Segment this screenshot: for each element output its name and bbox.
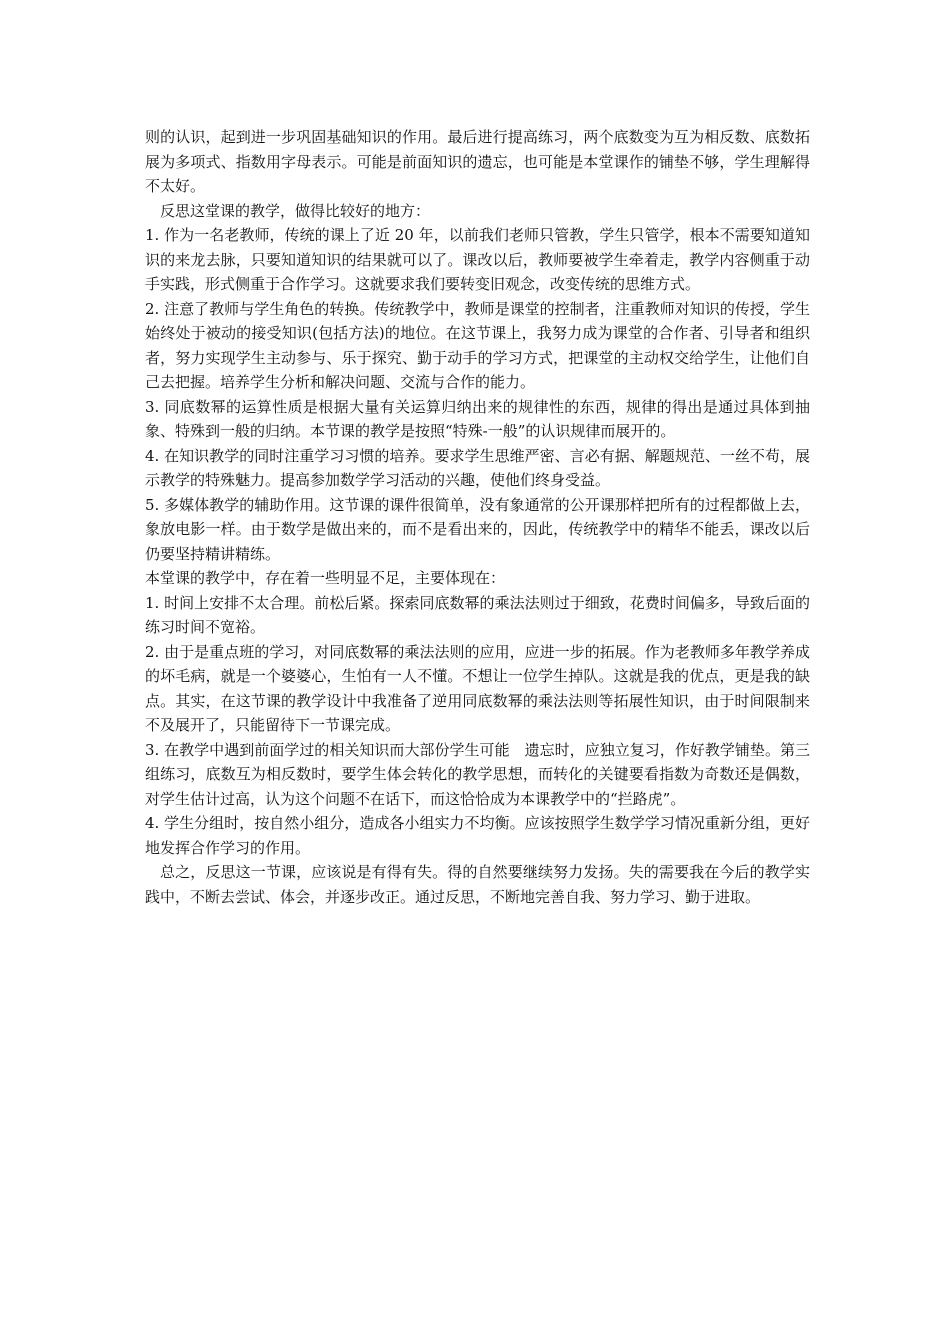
paragraph-shortcoming-2: 2. 由于是重点班的学习，对同底数幂的乘法法则的应用，应进一步的拓展。作为老教师多年教学养成的坏毛病，就是一个婆婆心，生怕有一人不懂。不想让一位学生掉队。这就是我的优点，更是我的缺点。其实，在这节课的教学设计中我准备了逆用同底数幂的乘法法则等拓展性知识，由于时间限制来不及展开了，只能留待下一节课完成。 [145,642,810,734]
paragraph-intro-continuation: 则的认识，起到进一步巩固基础知识的作用。最后进行提高练习，两个底数变为互为相反数、底数拓展为多项式、指数用字母表示。可能是前面知识的遗忘，也可能是本堂课作的铺垫不够，学生理解得不太好。 [145,128,810,195]
document-body [145,125,810,909]
paragraph-conclusion: 总之，反思这一节课，应该说是有得有失。得的自然要继续努力发扬。失的需要我在今后的教学实践中，不断去尝试、体会，并逐步改正。通过反思，不断地完善自我、努力学习、勤于进取。 [145,863,810,906]
paragraph-good-point-3: 3. 同底数幂的运算性质是根据大量有关运算归纳出来的规律性的东西，规律的得出是通过具体到抽象、特殊到一般的归纳。本节课的教学是按照“特殊-一般”的认识规律而展开的。 [145,397,810,440]
paragraph-shortcomings-heading: 本堂课的教学中，存在着一些明显不足，主要体现在： [145,569,506,587]
paragraph-good-point-5: 5. 多媒体教学的辅助作用。这节课的课件很简单，没有象通常的公开课那样把所有的过程都做上去，象放电影一样。由于数学是做出来的，而不是看出来的，因此，传统教学中的精华不能丢，课改以后仍要坚持精讲精练。 [145,495,810,563]
paragraph-shortcoming-1: 1. 时间上安排不太合理。前松后紧。探索同底数幂的乘法法则过于细致，花费时间偏多，导致后面的练习时间不宽裕。 [145,593,810,636]
paragraph-good-point-2: 2. 注意了教师与学生角色的转换。传统教学中，教师是课堂的控制者，注重教师对知识的传授，学生始终处于被动的接受知识(包括方法)的地位。在这节课上，我努力成为课堂的合作者、引导者和组织者，努力实现学生主动参与、乐于探究、勤于动手的学习方式，把课堂的主动权交给学生，让他们自己去把握。培养学生分析和解决问题、交流与合作的能力。 [145,299,810,391]
paragraph-reflection-heading: 反思这堂课的教学，做得比较好的地方： [160,201,431,220]
paragraph-shortcoming-3: 3. 在教学中遇到前面学过的相关知识而大部份学生可能 遗忘时，应独立复习，作好教学铺垫。第三组练习，底数互为相反数时，要学生体会转化的教学思想，而转化的关键要看指数为奇数还是偶数，对学生估计过高，认为这个问题不在话下，而这恰恰成为本课教学中的“拦路虎”。 [145,740,810,808]
paragraph-good-point-4: 4. 在知识教学的同时注重学习习惯的培养。要求学生思维严密、言必有据、解题规范、一丝不苟，展示教学的特殊魅力。提高参加数学学习活动的兴趣，使他们终身受益。 [145,446,810,489]
paragraph-good-point-1: 1. 作为一名老教师，传统的课上了近 20 年，以前我们老师只管教，学生只管学，根本不需要知道知识的来龙去脉，只要知道知识的结果就可以了。课改以后，教师要被学生牵着走，教学内容侧重于动手实践，形式侧重于合作学习。这就要求我们要转变旧观念，改变传统的思维方式。 [145,226,810,293]
paragraph-shortcoming-4: 4. 学生分组时，按自然小组分，造成各小组实力不均衡。应该按照学生数学学习情况重新分组，更好地发挥合作学习的作用。 [145,814,810,857]
